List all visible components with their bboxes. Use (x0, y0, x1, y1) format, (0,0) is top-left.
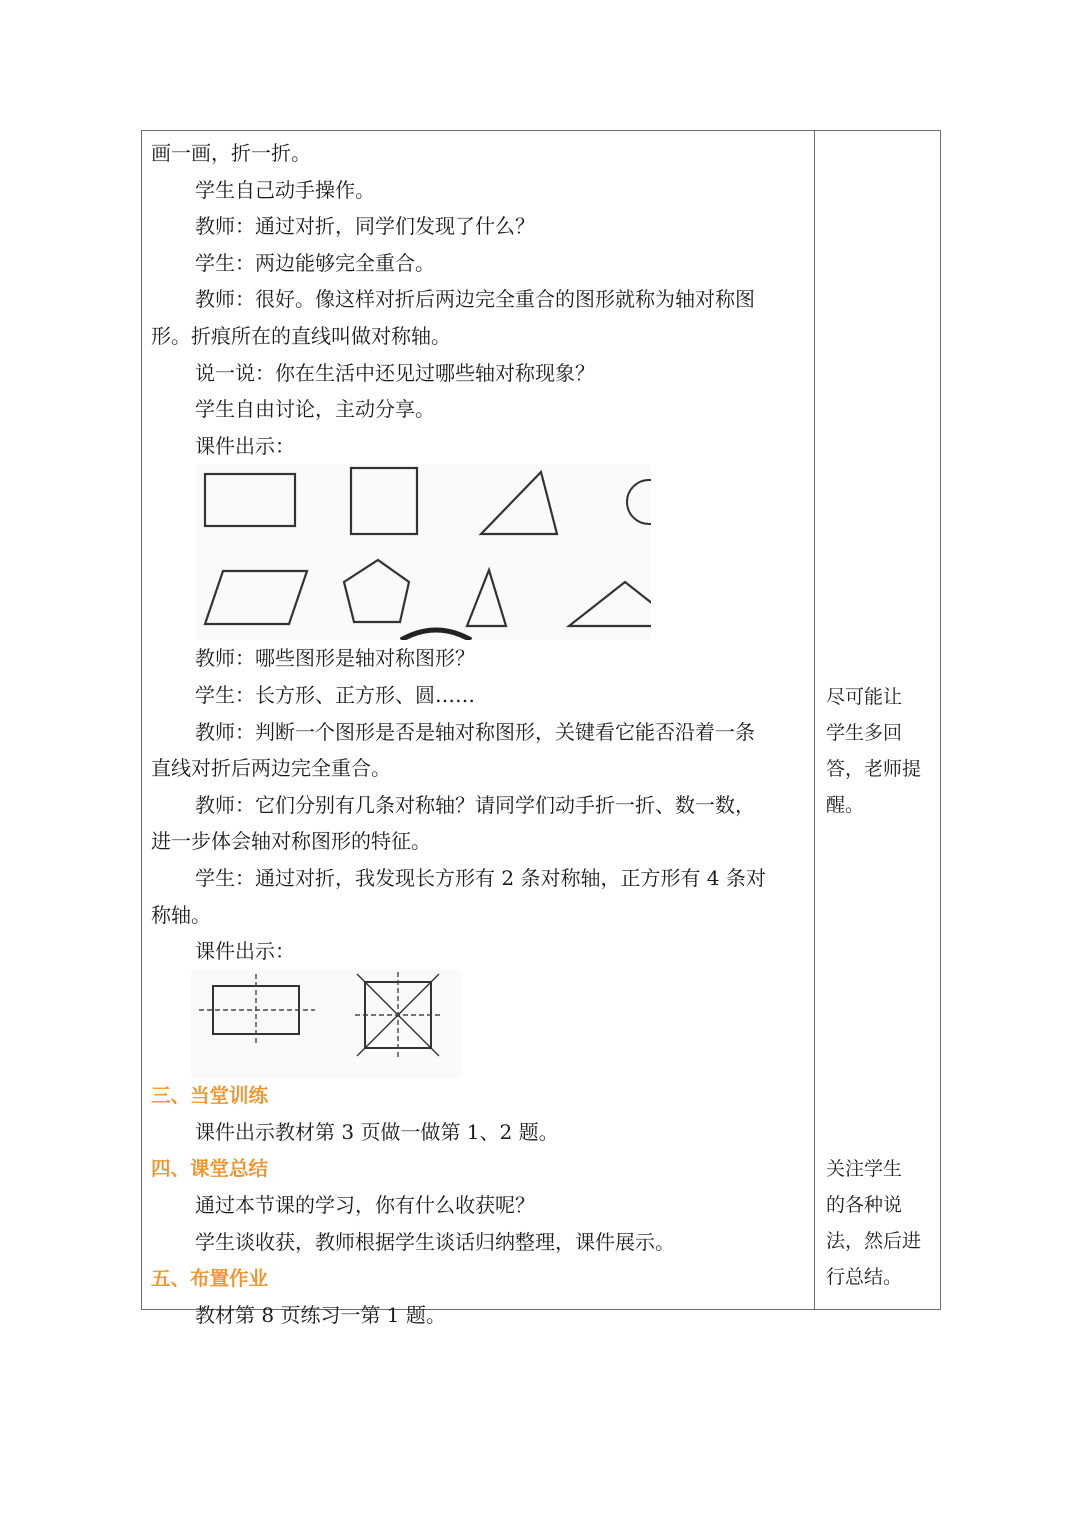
note-line: 学生多回 (826, 722, 903, 744)
teacher-note-1 (826, 679, 921, 823)
section5-line: 教材第 8 页练习一第 1 题。 (195, 1303, 446, 1328)
note-line: 的各种说 (826, 1194, 903, 1216)
text-line: 学生：长方形、正方形、圆…… (195, 682, 475, 707)
shapes-illustration (151, 464, 651, 640)
text-line: 说一说：你在生活中还见过哪些轴对称现象？ (195, 360, 595, 385)
text-line: 称轴。 (151, 902, 211, 927)
text-line: 直线对折后两边完全重合。 (151, 756, 391, 781)
text-line: 教师：通过对折，同学们发现了什么？ (195, 214, 535, 239)
teacher-note-2 (826, 1151, 921, 1295)
section4-line: 学生谈收获，教师根据学生谈话归纳整理，课件展示。 (195, 1230, 675, 1255)
text-line: 学生：通过对折，我发现长方形有 2 条对称轴，正方形有 4 条对 (195, 865, 766, 890)
text-line: 学生自己动手操作。 (195, 177, 375, 202)
note-line: 行总结。 (826, 1266, 903, 1288)
text-line: 学生：两边能够完全重合。 (195, 250, 435, 275)
main-column (151, 135, 811, 1334)
text-line: 教师：很好。像这样对折后两边完全重合的图形就称为轴对称图 (195, 287, 755, 312)
text-line: 画一画，折一折。 (151, 141, 311, 165)
text-line: 进一步体会轴对称图形的特征。 (151, 829, 431, 854)
note-line: 醒。 (826, 794, 865, 816)
text-line: 教师：哪些图形是轴对称图形？ (195, 646, 475, 671)
text-line: 课件出示： (195, 433, 295, 458)
section3-heading: 三、当堂训练 (151, 1083, 269, 1107)
axes-illustration (151, 970, 471, 1078)
section4-line: 通过本节课的学习，你有什么收获呢？ (195, 1193, 535, 1218)
shapes-figure (151, 464, 811, 640)
text-line: 教师：它们分别有几条对称轴？请同学们动手折一折、数一数， (195, 792, 755, 817)
text-line: 教师：判断一个图形是否是轴对称图形，关键看它能否沿着一条 (195, 719, 755, 744)
text-line: 课件出示： (195, 939, 295, 964)
text-line: 形。折痕所在的直线叫做对称轴。 (151, 323, 451, 348)
text-line: 学生自由讨论，主动分享。 (195, 397, 435, 422)
section4-heading: 四、课堂总结 (151, 1156, 269, 1180)
note-line: 法，然后进 (826, 1230, 922, 1252)
section3-line: 课件出示教材第 3 页做一做第 1、2 题。 (195, 1120, 559, 1145)
note-line: 尽可能让 (826, 686, 903, 708)
section5-heading: 五、布置作业 (151, 1266, 269, 1290)
note-line: 关注学生 (826, 1158, 903, 1180)
column-divider (814, 130, 815, 1310)
symmetry-axes-figure (151, 970, 811, 1078)
note-line: 答，老师提 (826, 758, 922, 780)
